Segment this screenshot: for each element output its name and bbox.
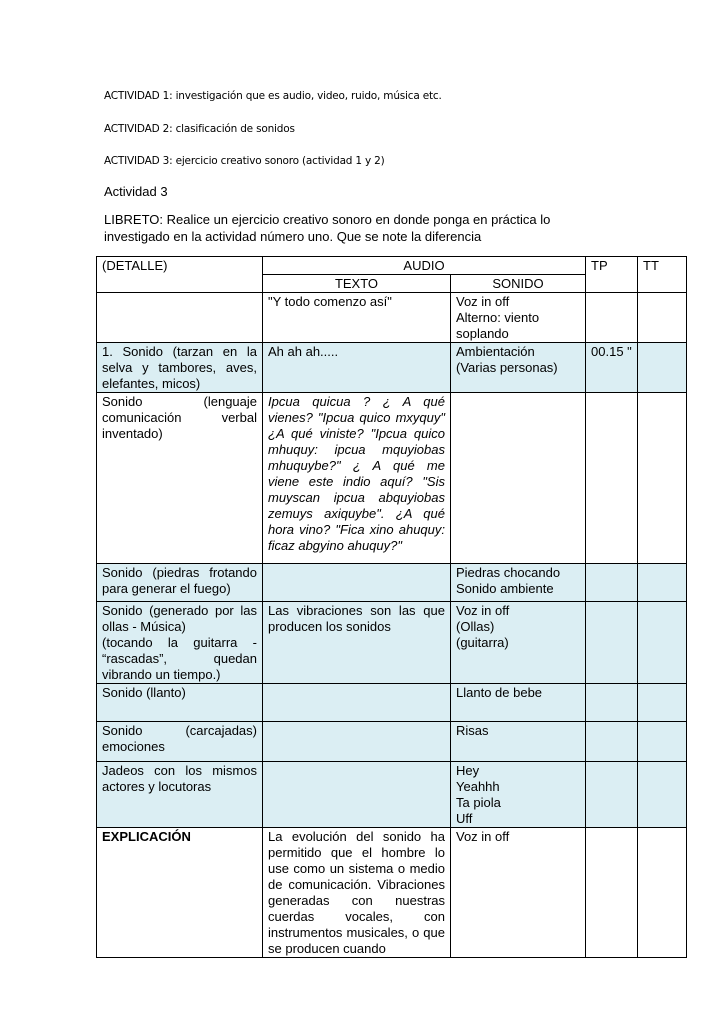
cell-tp xyxy=(586,762,638,828)
libreto-paragraph: LIBRETO: Realice un ejercicio creativo sonoro en donde ponga en práctica lo investigado en la actividad número uno. Que se note la diferencia xyxy=(104,212,551,244)
cell-detalle: Sonido (carcajadas) emociones xyxy=(97,722,263,762)
header-tp: TP xyxy=(586,257,638,293)
cell-tp xyxy=(586,293,638,343)
header-sonido: SONIDO xyxy=(451,275,586,293)
cell-tp xyxy=(586,722,638,762)
cell-detalle: Sonido (lenguaje comunicación verbal inventado) xyxy=(97,393,263,564)
cell-tt xyxy=(638,684,687,722)
cell-tp xyxy=(586,684,638,722)
cell-detalle: 1. Sonido (tarzan en la selva y tambores, aves, elefantes, micos) xyxy=(97,343,263,393)
table-row xyxy=(97,602,687,684)
table-row xyxy=(97,684,687,722)
table-row xyxy=(97,564,687,602)
header-detalle: (DETALLE) xyxy=(97,257,263,293)
cell-texto: Las vibraciones son las que producen los sonidos xyxy=(263,602,451,684)
cell-tt xyxy=(638,343,687,393)
cell-texto: "Y todo comenzo así" xyxy=(263,293,451,343)
cell-texto xyxy=(263,722,451,762)
cell-texto: La evolución del sonido ha permitido que el hombre lo use como un sistema o medio de comunicación. Vibraciones generadas con nuestras cuerdas vocales, con instrumentos musicales, o que se producen cuando xyxy=(263,828,451,958)
header-texto: TEXTO xyxy=(263,275,451,293)
cell-detalle: Sonido (generado por las ollas - Música) (tocando la guitarra - “rascadas”, quedan vibrando un tiempo.) xyxy=(97,602,263,684)
cell-sonido: Piedras chocando Sonido ambiente xyxy=(451,564,586,602)
table-row xyxy=(97,393,687,564)
cell-sonido: Voz in off xyxy=(451,828,586,958)
cell-sonido: Hey Yeahhh Ta piola Uff xyxy=(451,762,586,828)
cell-texto xyxy=(263,762,451,828)
cell-tt xyxy=(638,293,687,343)
activity-2: ACTIVIDAD 2: clasificación de sonidos xyxy=(104,123,295,135)
cell-sonido: Ambientación (Varias personas) xyxy=(451,343,586,393)
activity-1: ACTIVIDAD 1: investigación que es audio, video, ruido, música etc. xyxy=(104,90,442,102)
header-tt: TT xyxy=(638,257,687,293)
cell-tt xyxy=(638,602,687,684)
cell-tp xyxy=(586,602,638,684)
cell-sonido: Voz in off Alterno: viento soplando xyxy=(451,293,586,343)
cell-detalle: Jadeos con los mismos actores y locutoras xyxy=(97,762,263,828)
header-audio: AUDIO xyxy=(263,257,586,275)
cell-texto: Ipcua quicua ? ¿ A qué vienes? "Ipcua quico mxyquy" ¿A qué viniste? "Ipcua quico mhuquy: ipcua mquyiobas mhuquybe?" ¿ A qué me viene este indio aquí? "Sis muyscan ipcua abquyiobas zemuys axiquybe". ¿A qué hora vino? "Fica xino ahuquy: ficaz abgyino ahuquy?" xyxy=(263,393,451,564)
cell-detalle: Sonido (piedras frotando para generar el fuego) xyxy=(97,564,263,602)
table-row xyxy=(97,343,687,393)
cell-sonido xyxy=(451,393,586,564)
cell-sonido: Voz in off (Ollas) (guitarra) xyxy=(451,602,586,684)
cell-tt xyxy=(638,564,687,602)
table-row xyxy=(97,762,687,828)
cell-sonido: Risas xyxy=(451,722,586,762)
cell-tp xyxy=(586,393,638,564)
script-table xyxy=(96,256,687,958)
cell-tt xyxy=(638,722,687,762)
cell-sonido: Llanto de bebe xyxy=(451,684,586,722)
cell-texto: Ah ah ah..... xyxy=(263,343,451,393)
cell-detalle xyxy=(97,293,263,343)
cell-tp: 00.15 " xyxy=(586,343,638,393)
activity-3: ACTIVIDAD 3: ejercicio creativo sonoro (actividad 1 y 2) xyxy=(104,155,385,167)
table-row xyxy=(97,828,687,958)
cell-texto xyxy=(263,564,451,602)
section-heading: Actividad 3 xyxy=(104,184,168,199)
cell-texto xyxy=(263,684,451,722)
cell-tt xyxy=(638,762,687,828)
table-row xyxy=(97,293,687,343)
cell-tt xyxy=(638,393,687,564)
cell-tp xyxy=(586,564,638,602)
table-row xyxy=(97,722,687,762)
cell-detalle: EXPLICACIÓN xyxy=(97,828,263,958)
cell-tt xyxy=(638,828,687,958)
cell-detalle: Sonido (llanto) xyxy=(97,684,263,722)
cell-tp xyxy=(586,828,638,958)
